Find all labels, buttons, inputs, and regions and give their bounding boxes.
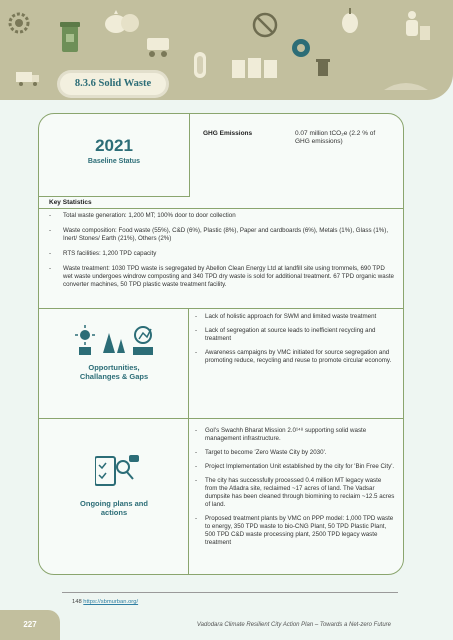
list-item: - Total waste generation: 1,200 MT; 100% door to door collection <box>47 212 395 220</box>
ongoing-section <box>39 418 404 575</box>
list-item: - Project Implementation Unit established by the city for 'Bin Free City'. <box>195 463 395 471</box>
list-item: - The city has successfully processed 0.4 million MT legacy waste from the Atladra site, reclaimed ~17 acres of land. The Vadsar dumpsite has been cleaned through biomining to reclaim ~12.5 acres of land. <box>195 477 395 509</box>
footnote-divider <box>62 592 398 593</box>
footnote-number: 148 <box>72 599 82 605</box>
ghg-emissions-label: GHG Emissions <box>203 130 253 137</box>
footnote <box>72 599 138 605</box>
list-item: - Awareness campaigns by VMC initiated for source segregation and promoting reduce, recycling and reuse to promote circular economy. <box>195 349 395 365</box>
garbage-bag-icon <box>104 8 140 34</box>
ongoing-list <box>195 427 395 553</box>
recycling-plant-icon <box>290 38 312 62</box>
baseline-status-cell <box>39 114 190 197</box>
section-title: 8.3.6 Solid Waste <box>60 73 166 95</box>
list-item: - Lack of segregation at source leads to inefficient recycling and treatment <box>195 327 395 343</box>
list-item: - GoI's Swachh Bharat Mission 2.0¹⁴⁸ supporting solid waste management infrastructure. <box>195 427 395 443</box>
apple-core-icon <box>340 8 360 34</box>
opportunities-cell <box>39 309 189 418</box>
solid-waste-card <box>38 113 404 575</box>
page-number: 227 <box>0 610 60 640</box>
landfill-icon <box>384 80 428 90</box>
key-statistics-title: Key Statistics <box>39 197 404 209</box>
ongoing-cell <box>39 419 189 575</box>
ongoing-label: Ongoing plans and actions <box>80 499 148 517</box>
list-item: - Lack of holistic approach for SWM and limited waste treatment <box>195 313 395 321</box>
no-plastic-icon <box>252 12 278 38</box>
list-item: - Target to become 'Zero Waste City by 2030'. <box>195 449 395 457</box>
opportunities-section <box>39 308 404 418</box>
list-item: - RTS facilities: 1,200 TPD capacity <box>47 250 395 258</box>
opportunities-label: Opportunities, Challanges & Gaps <box>79 363 149 381</box>
sanitary-pad-icon <box>192 52 208 78</box>
recycle-gear-icon <box>8 12 30 34</box>
truck-icon <box>16 70 40 86</box>
list-item: - Proposed treatment plants by VMC on PPP model: 1,000 TPD waste to energy, 350 TPD waste to bio-CNG Plant, 50 TPD Plastic Plant, 500 TPD C&D waste processing plant, 2500 TPD legacy waste treatment <box>195 515 395 547</box>
person-recycling-icon <box>398 10 432 42</box>
document-title: Vadodara Climate Resilient City Action Plan – Towards a Net-zero Future <box>196 622 391 628</box>
dustbin-icon <box>316 58 330 76</box>
ghg-emissions-value: 0.07 million tCO₂e (2.2 % of GHG emissions) <box>295 130 376 145</box>
waste-bin-icon <box>60 20 80 52</box>
plans-checklist-icon <box>95 453 141 489</box>
opportunities-list <box>195 313 395 371</box>
waste-cart-icon <box>145 36 171 58</box>
footnote-link[interactable]: https://sbmurban.org/ <box>83 599 139 605</box>
food-cans-icon <box>232 56 278 78</box>
opportunities-icon <box>73 323 157 357</box>
key-statistics-list <box>47 212 395 296</box>
baseline-year: 2021 <box>95 136 133 155</box>
baseline-label: Baseline Status <box>87 158 141 165</box>
list-item: - Waste treatment: 1030 TPD waste is segregated by Abellon Clean Energy Ltd at landfill site using trommels, 690 TPD wet waste undergoes windrow composting and 340 TPD dry waste is sold for additional treatment. 67 TPD organic waste converter machines, 50 TPD plastic waste treatment facility. <box>47 265 395 289</box>
list-item: - Waste composition: Food waste (55%), C&D (6%), Plastic (8%), Paper and cardboards (6%), Metals (1%), Glass (1%), Inert/ Stones/ Earth (21%), Others (2%) <box>47 227 395 243</box>
